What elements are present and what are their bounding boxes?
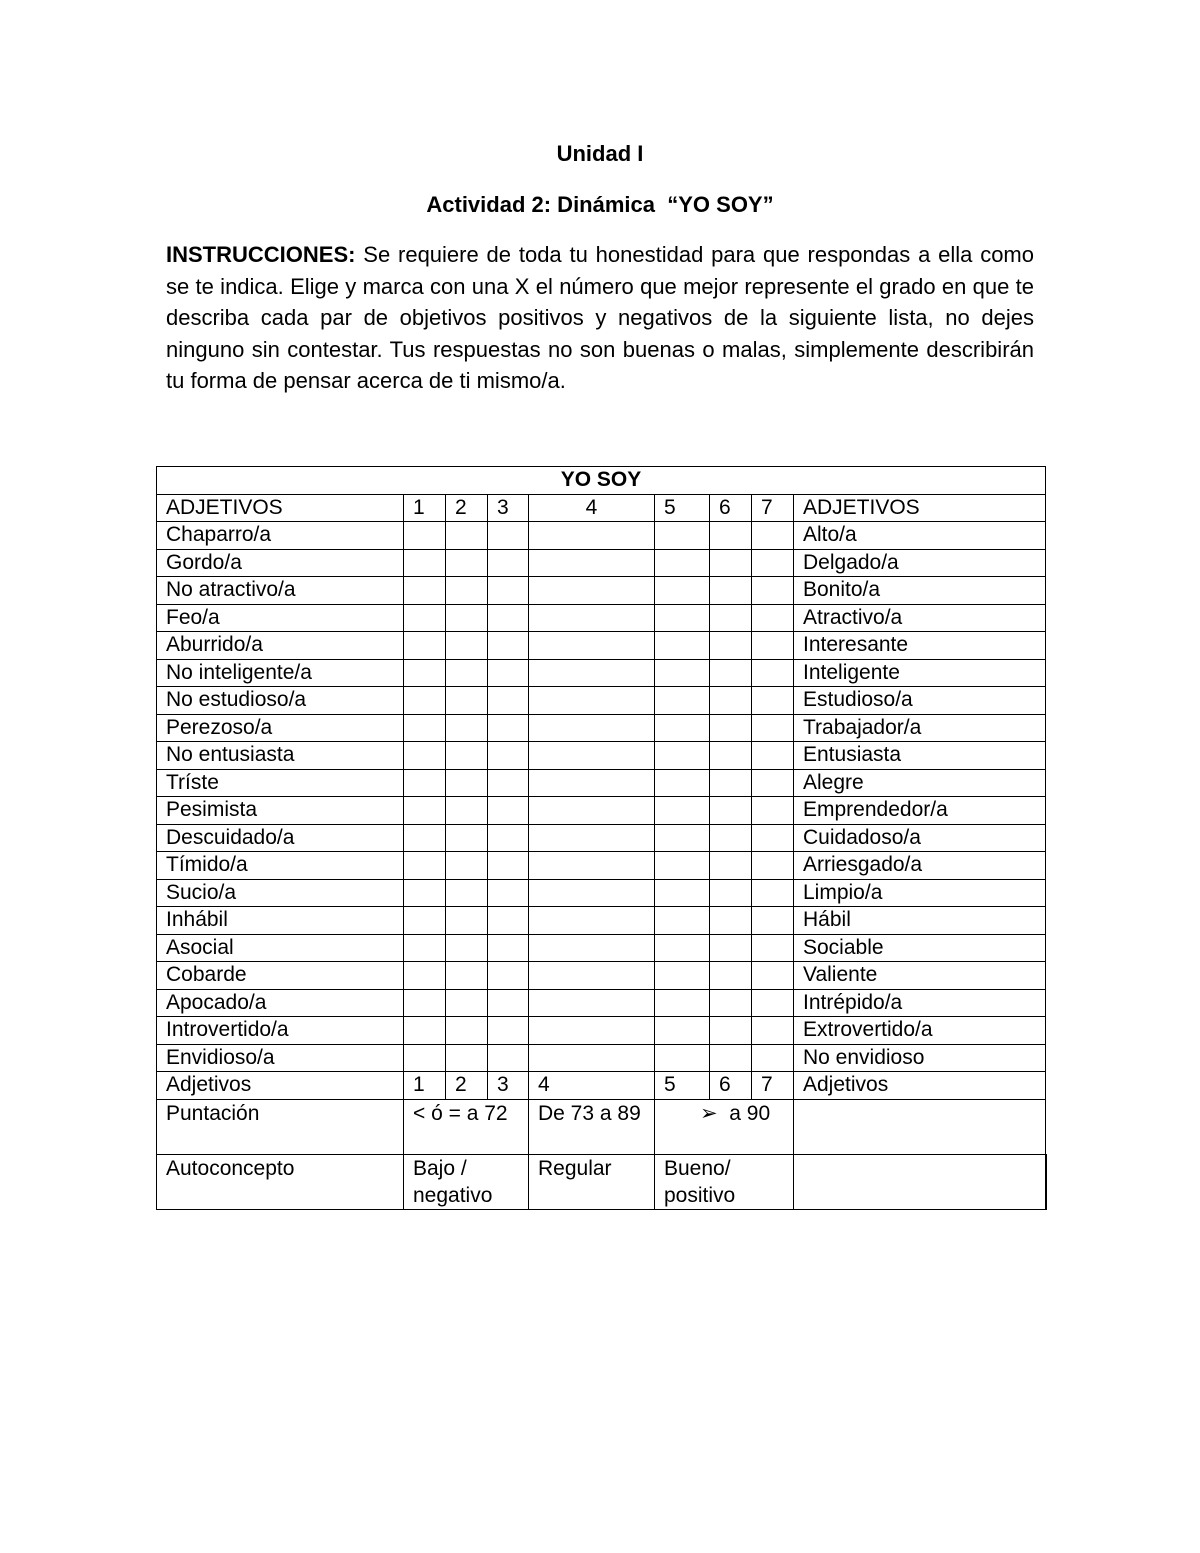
rating-cell-4[interactable]	[529, 632, 655, 660]
rating-cell-6[interactable]	[710, 769, 752, 797]
rating-cell-6[interactable]	[710, 989, 752, 1017]
rating-cell-7[interactable]	[752, 879, 794, 907]
rating-cell-2[interactable]	[446, 604, 488, 632]
header-scale-4: 4	[529, 494, 655, 522]
table-row	[157, 742, 1046, 770]
table-header-row	[157, 494, 1046, 522]
negative-adjective: Aburrido/a	[157, 632, 404, 660]
rating-cell-1[interactable]	[404, 549, 446, 577]
rating-cell-3[interactable]	[488, 742, 529, 770]
negative-adjective: Descuidado/a	[157, 824, 404, 852]
positive-adjective: Estudioso/a	[794, 687, 1046, 715]
rating-cell-1[interactable]	[404, 1044, 446, 1072]
rating-cell-2[interactable]	[446, 797, 488, 825]
positive-adjective: Interesante	[794, 632, 1046, 660]
rating-cell-5[interactable]	[655, 549, 710, 577]
rating-cell-2[interactable]	[446, 549, 488, 577]
negative-adjective: No inteligente/a	[157, 659, 404, 687]
positive-adjective: Delgado/a	[794, 549, 1046, 577]
negative-adjective: Tímido/a	[157, 852, 404, 880]
negative-adjective: Feo/a	[157, 604, 404, 632]
rating-cell-7[interactable]	[752, 577, 794, 605]
header-scale-6: 6	[710, 494, 752, 522]
rating-cell-2[interactable]	[446, 687, 488, 715]
instructions-label: INSTRUCCIONES:	[166, 242, 356, 267]
positive-adjective: Alto/a	[794, 522, 1046, 550]
table-row	[157, 989, 1046, 1017]
activity-title	[0, 192, 1200, 218]
rating-cell-6[interactable]	[710, 632, 752, 660]
rating-cell-3[interactable]	[488, 1044, 529, 1072]
table-row	[157, 824, 1046, 852]
rating-cell-7[interactable]	[752, 769, 794, 797]
negative-adjective: Asocial	[157, 934, 404, 962]
rating-cell-3[interactable]	[488, 852, 529, 880]
positive-adjective: Cuidadoso/a	[794, 824, 1046, 852]
rating-cell-6[interactable]	[710, 934, 752, 962]
rating-cell-1[interactable]	[404, 797, 446, 825]
instructions-paragraph	[166, 239, 1034, 397]
rating-cell-7[interactable]	[752, 852, 794, 880]
rating-cell-3[interactable]	[488, 769, 529, 797]
rating-cell-3[interactable]	[488, 934, 529, 962]
rating-cell-4[interactable]	[529, 962, 655, 990]
rating-cell-1[interactable]	[404, 632, 446, 660]
negative-adjective: Inhábil	[157, 907, 404, 935]
rating-cell-7[interactable]	[752, 989, 794, 1017]
rating-cell-4[interactable]	[529, 852, 655, 880]
rating-cell-4[interactable]	[529, 769, 655, 797]
rating-cell-2[interactable]	[446, 824, 488, 852]
rating-cell-4[interactable]	[529, 577, 655, 605]
rating-cell-1[interactable]	[404, 907, 446, 935]
rating-cell-4[interactable]	[529, 1044, 655, 1072]
table-row	[157, 714, 1046, 742]
rating-cell-7[interactable]	[752, 907, 794, 935]
positive-adjective: Intrépido/a	[794, 989, 1046, 1017]
rating-cell-5[interactable]	[655, 907, 710, 935]
score-blank	[794, 1099, 1046, 1154]
rating-cell-1[interactable]	[404, 577, 446, 605]
unit-title: Unidad I	[556, 141, 644, 166]
positive-adjective: Arriesgado/a	[794, 852, 1046, 880]
rating-cell-1[interactable]	[404, 714, 446, 742]
negative-adjective: Envidioso/a	[157, 1044, 404, 1072]
rating-cell-6[interactable]	[710, 797, 752, 825]
score-row	[157, 1099, 1046, 1154]
rating-cell-4[interactable]	[529, 522, 655, 550]
score-mid: De 73 a 89	[529, 1099, 655, 1154]
negative-adjective: Chaparro/a	[157, 522, 404, 550]
rating-cell-5[interactable]	[655, 797, 710, 825]
rating-cell-6[interactable]	[710, 742, 752, 770]
rating-cell-4[interactable]	[529, 797, 655, 825]
positive-adjective: Alegre	[794, 769, 1046, 797]
yo-soy-table	[156, 466, 1047, 1210]
rating-cell-2[interactable]	[446, 522, 488, 550]
rating-cell-2[interactable]	[446, 907, 488, 935]
footer-scale-4: 4	[529, 1072, 655, 1100]
rating-cell-6[interactable]	[710, 852, 752, 880]
table-row	[157, 604, 1046, 632]
rating-cell-7[interactable]	[752, 522, 794, 550]
rating-cell-7[interactable]	[752, 714, 794, 742]
rating-cell-4[interactable]	[529, 714, 655, 742]
negative-adjective: Gordo/a	[157, 549, 404, 577]
rating-cell-6[interactable]	[710, 687, 752, 715]
negative-adjective: Perezoso/a	[157, 714, 404, 742]
rating-cell-6[interactable]	[710, 577, 752, 605]
rating-cell-4[interactable]	[529, 879, 655, 907]
rating-cell-6[interactable]	[710, 522, 752, 550]
rating-cell-6[interactable]	[710, 659, 752, 687]
rating-cell-7[interactable]	[752, 604, 794, 632]
rating-cell-4[interactable]	[529, 1017, 655, 1045]
rating-cell-5[interactable]	[655, 1044, 710, 1072]
table-row	[157, 797, 1046, 825]
rating-cell-6[interactable]	[710, 879, 752, 907]
rating-cell-1[interactable]	[404, 879, 446, 907]
rating-cell-7[interactable]	[752, 824, 794, 852]
rating-cell-2[interactable]	[446, 769, 488, 797]
positive-adjective: No envidioso	[794, 1044, 1046, 1072]
header-scale-7: 7	[752, 494, 794, 522]
positive-adjective: Bonito/a	[794, 577, 1046, 605]
table-row	[157, 852, 1046, 880]
rating-cell-2[interactable]	[446, 962, 488, 990]
rating-cell-5[interactable]	[655, 742, 710, 770]
rating-cell-6[interactable]	[710, 962, 752, 990]
rating-cell-4[interactable]	[529, 687, 655, 715]
table-footer-row	[157, 1072, 1046, 1100]
positive-adjective: Valiente	[794, 962, 1046, 990]
rating-cell-4[interactable]	[529, 604, 655, 632]
header-scale-5: 5	[655, 494, 710, 522]
rating-cell-5[interactable]	[655, 962, 710, 990]
rating-cell-6[interactable]	[710, 824, 752, 852]
rating-cell-2[interactable]	[446, 879, 488, 907]
footer-scale-6: 6	[710, 1072, 752, 1100]
score-high-text: a 90	[729, 1101, 771, 1125]
rating-cell-6[interactable]	[710, 1017, 752, 1045]
table-row	[157, 1044, 1046, 1072]
positive-adjective: Hábil	[794, 907, 1046, 935]
rating-cell-7[interactable]	[752, 659, 794, 687]
table-row	[157, 879, 1046, 907]
table-row	[157, 934, 1046, 962]
rating-cell-1[interactable]	[404, 934, 446, 962]
rating-cell-3[interactable]	[488, 989, 529, 1017]
arrow-bullet-icon: ➢	[700, 1101, 718, 1125]
rating-cell-3[interactable]	[488, 1017, 529, 1045]
rating-cell-6[interactable]	[710, 1044, 752, 1072]
rating-cell-3[interactable]	[488, 522, 529, 550]
rating-cell-2[interactable]	[446, 632, 488, 660]
rating-cell-2[interactable]	[446, 852, 488, 880]
table-row	[157, 522, 1046, 550]
rating-cell-3[interactable]	[488, 632, 529, 660]
footer-scale-3: 3	[488, 1072, 529, 1100]
rating-cell-3[interactable]	[488, 962, 529, 990]
negative-adjective: Sucio/a	[157, 879, 404, 907]
negative-adjective: Introvertido/a	[157, 1017, 404, 1045]
rating-cell-5[interactable]	[655, 632, 710, 660]
negative-adjective: Cobarde	[157, 962, 404, 990]
rating-cell-7[interactable]	[752, 934, 794, 962]
table-row	[157, 659, 1046, 687]
table-row	[157, 549, 1046, 577]
rating-cell-6[interactable]	[710, 604, 752, 632]
table-row	[157, 687, 1046, 715]
rating-cell-1[interactable]	[404, 962, 446, 990]
rating-cell-7[interactable]	[752, 687, 794, 715]
score-label: Puntación	[157, 1099, 404, 1154]
table-row	[157, 907, 1046, 935]
rating-cell-4[interactable]	[529, 934, 655, 962]
positive-adjective: Sociable	[794, 934, 1046, 962]
header-scale-1: 1	[404, 494, 446, 522]
rating-cell-3[interactable]	[488, 549, 529, 577]
rating-cell-1[interactable]	[404, 769, 446, 797]
rating-cell-5[interactable]	[655, 687, 710, 715]
rating-cell-1[interactable]	[404, 687, 446, 715]
footer-scale-1: 1	[404, 1072, 446, 1100]
rating-cell-7[interactable]	[752, 797, 794, 825]
self-low: Bajo / negativo	[404, 1154, 529, 1209]
header-scale-2: 2	[446, 494, 488, 522]
rating-cell-6[interactable]	[710, 549, 752, 577]
rating-cell-1[interactable]	[404, 659, 446, 687]
negative-adjective: No atractivo/a	[157, 577, 404, 605]
negative-adjective: Pesimista	[157, 797, 404, 825]
rating-cell-5[interactable]	[655, 1017, 710, 1045]
rating-cell-4[interactable]	[529, 659, 655, 687]
rating-cell-5[interactable]	[655, 714, 710, 742]
rating-cell-2[interactable]	[446, 742, 488, 770]
rating-cell-2[interactable]	[446, 934, 488, 962]
rating-cell-7[interactable]	[752, 632, 794, 660]
positive-adjective: Limpio/a	[794, 879, 1046, 907]
negative-adjective: No entusiasta	[157, 742, 404, 770]
instructions-text: Se requiere de toda tu honestidad para que respondas a ella como se te indica. Elige y marca con una X el número que mejor represente el grado en que te describa cada par de objetivos positivos y negativos de la siguiente lista, no dejes ninguno sin contestar. Tus respuestas no son buenas o malas, simplemente describirán tu forma de pensar acerca de ti mismo/a.	[166, 242, 1034, 393]
activity-lead: Actividad 2: Dinámica	[426, 192, 656, 217]
rating-cell-5[interactable]	[655, 989, 710, 1017]
rating-cell-4[interactable]	[529, 824, 655, 852]
self-concept-row	[157, 1154, 1046, 1209]
rating-cell-3[interactable]	[488, 907, 529, 935]
table-row	[157, 769, 1046, 797]
rating-cell-1[interactable]	[404, 742, 446, 770]
positive-adjective: Emprendedor/a	[794, 797, 1046, 825]
rating-cell-4[interactable]	[529, 742, 655, 770]
rating-cell-3[interactable]	[488, 879, 529, 907]
rating-cell-3[interactable]	[488, 824, 529, 852]
footer-left-label: Adjetivos	[157, 1072, 404, 1100]
positive-adjective: Entusiasta	[794, 742, 1046, 770]
positive-adjective: Trabajador/a	[794, 714, 1046, 742]
rating-cell-5[interactable]	[655, 934, 710, 962]
header-left-label: ADJETIVOS	[157, 494, 404, 522]
positive-adjective: Inteligente	[794, 659, 1046, 687]
rating-cell-3[interactable]	[488, 714, 529, 742]
table-title-row	[157, 467, 1046, 495]
rating-cell-5[interactable]	[655, 604, 710, 632]
negative-adjective: No estudioso/a	[157, 687, 404, 715]
header-scale-3: 3	[488, 494, 529, 522]
footer-scale-5: 5	[655, 1072, 710, 1100]
table-row	[157, 632, 1046, 660]
rating-cell-1[interactable]	[404, 1017, 446, 1045]
rating-cell-3[interactable]	[488, 577, 529, 605]
footer-scale-2: 2	[446, 1072, 488, 1100]
rating-cell-5[interactable]	[655, 824, 710, 852]
score-high	[655, 1099, 794, 1154]
rating-cell-7[interactable]	[752, 1017, 794, 1045]
rating-cell-4[interactable]	[529, 907, 655, 935]
rating-cell-6[interactable]	[710, 714, 752, 742]
negative-adjective: Tríste	[157, 769, 404, 797]
rating-cell-1[interactable]	[404, 824, 446, 852]
self-mid: Regular	[529, 1154, 655, 1209]
rating-cell-3[interactable]	[488, 604, 529, 632]
rating-cell-1[interactable]	[404, 604, 446, 632]
rating-cell-2[interactable]	[446, 577, 488, 605]
rating-cell-2[interactable]	[446, 989, 488, 1017]
rating-cell-7[interactable]	[752, 962, 794, 990]
rating-cell-2[interactable]	[446, 1044, 488, 1072]
rating-cell-3[interactable]	[488, 687, 529, 715]
rating-cell-4[interactable]	[529, 549, 655, 577]
rating-cell-5[interactable]	[655, 879, 710, 907]
positive-adjective: Extrovertido/a	[794, 1017, 1046, 1045]
rating-cell-5[interactable]	[655, 769, 710, 797]
self-high: Bueno/ positivo	[655, 1154, 794, 1209]
table-row	[157, 1017, 1046, 1045]
rating-cell-6[interactable]	[710, 907, 752, 935]
rating-cell-1[interactable]	[404, 989, 446, 1017]
rating-cell-5[interactable]	[655, 577, 710, 605]
table-title: YO SOY	[157, 467, 1046, 495]
rating-cell-5[interactable]	[655, 522, 710, 550]
rating-cell-2[interactable]	[446, 1017, 488, 1045]
negative-adjective: Apocado/a	[157, 989, 404, 1017]
rating-cell-7[interactable]	[752, 549, 794, 577]
rating-cell-3[interactable]	[488, 659, 529, 687]
rating-cell-2[interactable]	[446, 714, 488, 742]
rating-cell-7[interactable]	[752, 1044, 794, 1072]
table-row	[157, 577, 1046, 605]
score-low: < ó = a 72	[404, 1099, 529, 1154]
activity-quote: “YO SOY”	[667, 192, 774, 217]
rating-cell-1[interactable]	[404, 522, 446, 550]
rating-cell-2[interactable]	[446, 659, 488, 687]
rating-cell-5[interactable]	[655, 659, 710, 687]
positive-adjective: Atractivo/a	[794, 604, 1046, 632]
header-right-label: ADJETIVOS	[794, 494, 1046, 522]
self-blank	[794, 1154, 1046, 1209]
footer-right-label: Adjetivos	[794, 1072, 1046, 1100]
self-label: Autoconcepto	[157, 1154, 404, 1209]
rating-cell-1[interactable]	[404, 852, 446, 880]
rating-cell-5[interactable]	[655, 852, 710, 880]
rating-cell-4[interactable]	[529, 989, 655, 1017]
table-row	[157, 962, 1046, 990]
rating-cell-3[interactable]	[488, 797, 529, 825]
rating-cell-7[interactable]	[752, 742, 794, 770]
footer-scale-7: 7	[752, 1072, 794, 1100]
